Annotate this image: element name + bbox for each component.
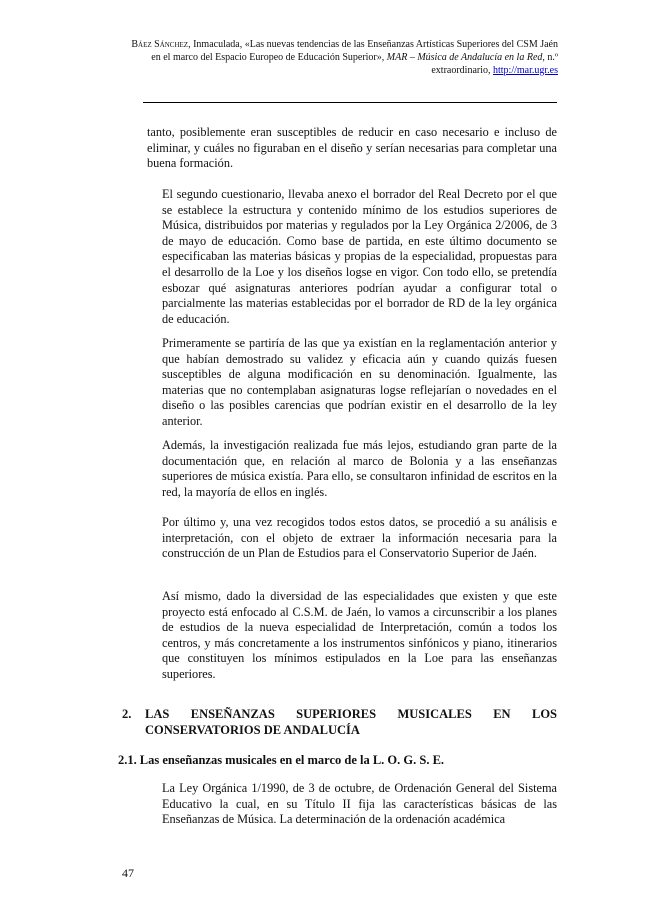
paragraph-first-approach: Primeramente se partiría de las que ya existían en la reglamentación anterior y que habían demostrado su validez y eficacia aún y cuando quizás fuesen susceptibles de alguna modificación en su denominación. Igualmente, las materias que no contemplaban asignaturas logse reflejarían o novedades en el diseño o las posibles carencias que podrían existir en el desarrollo de la ley anterior. [162, 336, 557, 428]
subsection-title: Las enseñanzas musicales en el marco de la L. O. G. S. E. [139, 753, 445, 767]
section-number: 2. [122, 707, 132, 721]
header-citation: , Inmaculada, «Las nuevas tendencias de las Enseñanzas Artísticas Superiores del CSM Jaén en el marco del Espacio Europeo de Educación Superior», [151, 39, 558, 63]
section-title-line-1: LAS ENSEÑANZAS SUPERIORES MUSICALES EN LOS [145, 707, 557, 721]
page-number: 47 [122, 866, 134, 880]
header-journal-title: MAR – Música de Andalucía en la Red [386, 52, 543, 63]
subsection-number: 2.1. [118, 753, 137, 767]
header-author-surname: Báez Sánchez [131, 39, 189, 50]
section-heading [122, 707, 557, 738]
paragraph-continuation: tanto, posiblemente eran susceptibles de reducir en caso necesario e incluso de eliminar, y cuáles no figuraban en el diseño y serían necesarias para completar una buena formación. [147, 125, 557, 171]
header-issue: , n.º extraordinario, [431, 52, 558, 76]
header-journal-link[interactable]: http://mar.ugr.es [493, 65, 558, 76]
paragraph-bologna-research: Además, la investigación realizada fue más lejos, estudiando gran parte de la documentación que, en relación al marco de Bolonia y a las enseñanzas superiores de música existía. Para ello, se consultaron infinidad de escritos en la red, la mayoría de ellos en inglés. [162, 438, 557, 499]
paragraph-analysis: Por último y, una vez recogidos todos estos datos, se procedió a su análisis e interpretación, con el objeto de extraer la información necesaria para la construcción de un Plan de Estudios para el Conservatorio Superior de Jaén. [162, 515, 557, 561]
header-divider [143, 102, 557, 103]
paragraph-logse-law: La Ley Orgánica 1/1990, de 3 de octubre, de Ordenación General del Sistema Educativo la cual, en su Título II fija las características básicas de las Enseñanzas de Música. La determinación de la ordenación académica [162, 781, 557, 827]
paragraph-scope: Así mismo, dado la diversidad de las especialidades que existen y que este proyecto está enfocado al C.S.M. de Jaén, lo vamos a circunscribir a los planes de estudios de la nueva especialidad de Interpretación, común a todos los centros, y más concretamente a los instrumentos sinfónicos y piano, itinerarios que constituyen los mínimos estipulados en la Loe para las enseñanzas superiores. [162, 589, 557, 681]
paragraph-second-questionnaire: El segundo cuestionario, llevaba anexo el borrador del Real Decreto por el que se establece la estructura y contenido mínimo de los estudios superiores de Música, distribuidos por materias y regulados por la Ley Orgánica 2/2006, de 3 de mayo de educación. Como base de partida, en este último documento se especificaban las materias básicas y propias de la especialidad, propuestas para el desarrollo de la Loe y los diseños logse en vigor. Con todo ello, se pretendía esbozar qué asignaturas anteriores podrían ayudar a configurar total o parcialmente las materias establecidas por el borrador de RD de la ley orgánica de educación. [162, 187, 557, 326]
running-header [120, 38, 558, 77]
subsection-heading [118, 753, 558, 769]
section-title-line-2: CONSERVATORIOS DE ANDALUCÍA [145, 722, 360, 737]
